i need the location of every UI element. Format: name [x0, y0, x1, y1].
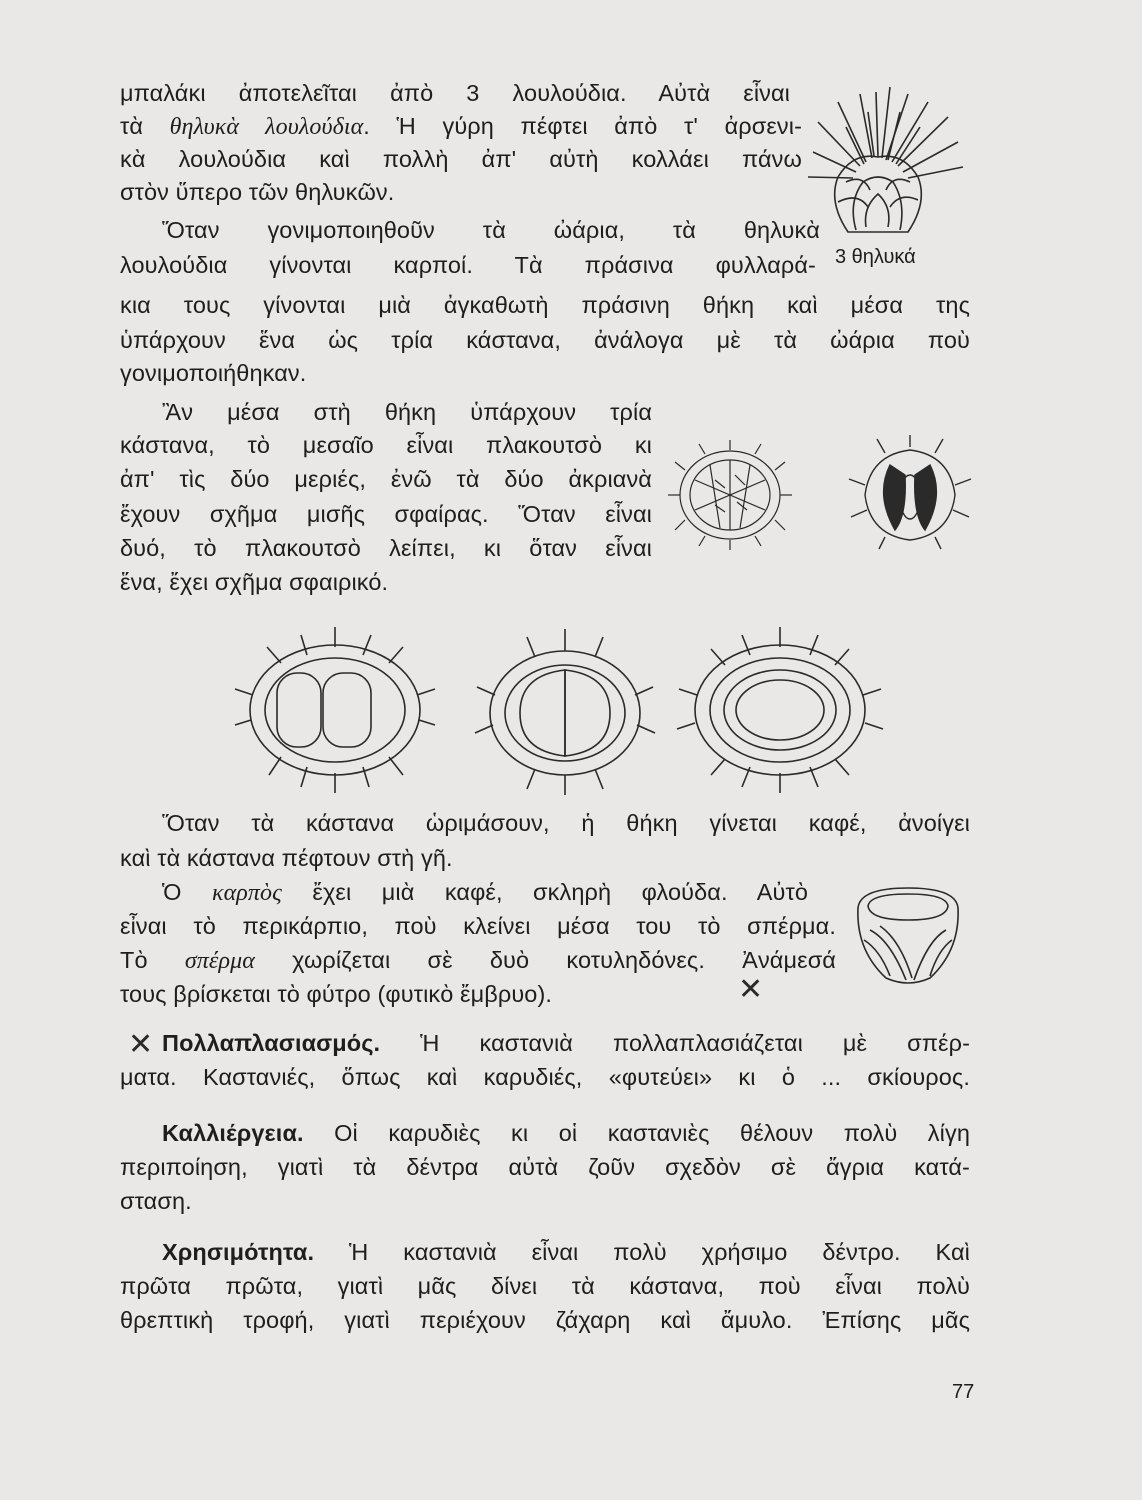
cross-section-two-chestnuts [475, 629, 655, 795]
cross-section-three-chestnuts [235, 627, 435, 793]
text-line: εἶναι τὸ περικάρπιο, ποὺ κλείνει μέσα του τὸ σπέρμα. [120, 913, 836, 939]
pencil-cross-mark: ✕ [128, 1028, 154, 1061]
figure-caption: 3 θηλυκά [835, 246, 916, 268]
text-line: μπαλάκι ἀποτελεῖται ἀπὸ 3 λουλούδια. Αὐτὰ εἶναι [120, 80, 790, 106]
text-line: κια τους γίνονται μιὰ ἀγκαθωτὴ πράσινη θήκη καὶ μέσα της [120, 292, 970, 318]
text-line: Πολλαπλασιασμός. Ἡ καστανιὰ πολλαπλασιάζεται μὲ σπέρ- [162, 1030, 970, 1056]
text-line: Καλλιέργεια. Οἱ καρυδιὲς κι οἱ καστανιὲς θέλουν πολὺ λίγη [162, 1120, 970, 1146]
italic-term: καρπὸς [211, 880, 282, 906]
text-line: κὰ λουλούδια καὶ πολλὴ ἀπ' αὐτὴ κολλάει πάνω [120, 146, 802, 172]
text-line: ἕνα, ἔχει σχῆμα σφαιρικό. [120, 569, 389, 595]
text-line: ἀπ' τὶς δύο μεριές, ἐνῶ τὰ δύο ἀκριανὰ [120, 466, 652, 492]
text-line: Χρησιμότητα. Ἡ καστανιὰ εἶναι πολὺ χρήσιμο δέντρο. Καὶ [162, 1239, 970, 1265]
text-line: Τὸ σπέρμα χωρίζεται σὲ δυὸ κοτυληδόνες. Ἀνάμεσά [120, 947, 836, 974]
open-husk-illustration [845, 435, 975, 550]
text-line: Ὁ καρπὸς ἔχει μιὰ καφέ, σκληρὴ φλούδα. Αὐτὸ [162, 879, 809, 906]
text-line: σταση. [120, 1188, 192, 1214]
female-flower-cluster-illustration [808, 82, 968, 242]
pencil-cross-mark: ✕ [738, 973, 764, 1006]
text-line: κάστανα, τὸ μεσαῖο εἶναι πλακουτσὸ κι [120, 432, 652, 458]
text-line: ἔχουν σχῆμα μισῆς σφαίρας. Ὅταν εἶναι [120, 501, 652, 527]
section-heading: Πολλαπλασιασμός. [162, 1030, 381, 1056]
text-line: Ὅταν γονιμοποιηθοῦν τὰ ὠάρια, τὰ θηλυκὰ [162, 217, 820, 243]
husk-cross-sections-illustration [235, 625, 995, 795]
page-number: 77 [952, 1381, 975, 1403]
text-line: θρεπτικὴ τροφή, γιατὶ περιέχουν ζάχαρη καὶ ἄμυλο. Ἐπίσης μᾶς [120, 1307, 970, 1333]
text-line: ματα. Καστανιές, ὅπως καὶ καρυδιές, «φυτεύει» κι ὁ ... σκίουρος. [120, 1064, 970, 1090]
italic-term: σπέρμα [184, 948, 255, 974]
section-heading: Καλλιέργεια. [162, 1120, 304, 1146]
text-line: πρῶτα πρῶτα, γιατὶ μᾶς δίνει τὰ κάστανα, ποὺ εἶναι πολὺ [120, 1273, 970, 1299]
italic-term: θηλυκὰ λουλούδια [169, 114, 364, 140]
text-line: περιποίηση, γιατὶ τὰ δέντρα αὐτὰ ζοῦν σχεδὸν σὲ ἄγρια κατά- [120, 1154, 970, 1180]
text-line: Ὅταν τὰ κάστανα ὡριμάσουν, ἡ θήκη γίνεται καφέ, ἀνοίγει [162, 810, 970, 836]
text-line: ὑπάρχουν ἕνα ὡς τρία κάστανα, ἀνάλογα μὲ τὰ ὠάρια ποὺ [120, 327, 970, 353]
text-line: γονιμοποιήθηκαν. [120, 360, 307, 386]
text-line: Ἂν μέσα στὴ θήκη ὑπάρχουν τρία [162, 399, 652, 425]
spiny-husk-illustration [665, 440, 795, 550]
text-line: τους βρίσκεται τὸ φύτρο (φυτικὸ ἔμβρυο). [120, 981, 553, 1007]
text-line: δυό, τὸ πλακουτσὸ λείπει, κι ὅταν εἶναι [120, 535, 652, 561]
text-line: στὸν ὕπερο τῶν θηλυκῶν. [120, 179, 395, 205]
text-line: τὰ θηλυκὰ λουλούδια. Ἡ γύρη πέφτει ἀπὸ τ' ἀρσενι- [120, 113, 803, 140]
cross-section-one-chestnut [677, 627, 883, 793]
chestnut-fruit-illustration [850, 880, 965, 990]
text-line: λουλούδια γίνονται καρποί. Τὰ πράσινα φυλλαρά- [120, 252, 816, 278]
text-line: καὶ τὰ κάστανα πέφτουν στὴ γῆ. [120, 845, 453, 871]
section-heading: Χρησιμότητα. [162, 1239, 315, 1265]
